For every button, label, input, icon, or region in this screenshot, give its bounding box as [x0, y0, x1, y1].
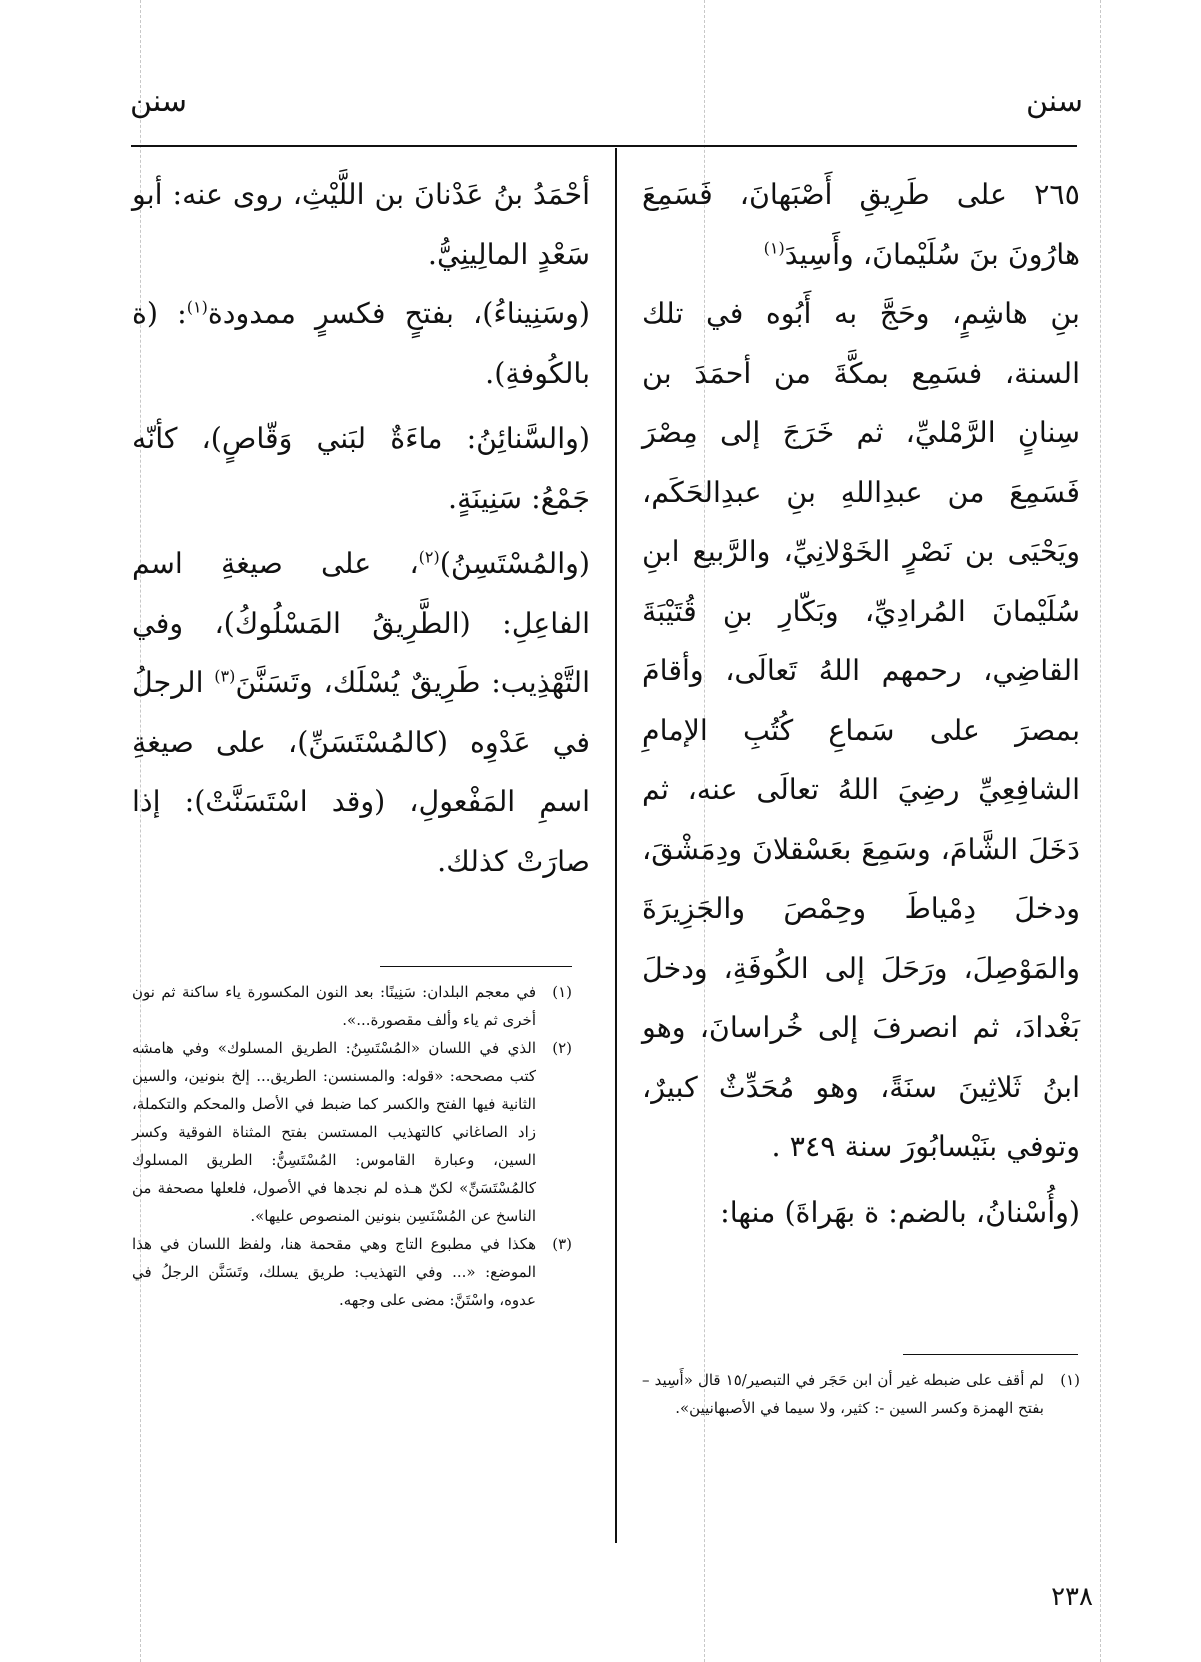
note-ref: (١)	[186, 297, 208, 317]
column-separator	[615, 148, 617, 1543]
footnote-number: (٣)	[552, 1235, 572, 1253]
left-paragraph-4	[132, 534, 590, 891]
left-paragraph-3: (والسَّنائِنُ: ماءَةٌ لبَني وَقّاصٍ)، كأنّه جَمْعُ: سَنِينَةٍ.	[132, 422, 590, 515]
footnote-text: الذي في اللسان «المُسْتَسِنُ: الطريق المسلوك» وفي هامشه كتب مصححه: «قوله: والمسنسن: الطريق... إلخ بنونين، والسين الثانية فيها الفتح والكسر كما ضبط في الأصل والمحكم والتكملة، زاد الصاغاني كالتهذيب المستسن بفتح المثناة الفوقية وكسر السين، وعبارة القاموس: المُسْتَسِنُّ: الطريق المسلوك كالمُسْتَسَنِّ» لكنّ هـذه لم نجدها في الأصول، فلعلها مصحفة من الناسخ عن المُسْنَسِن بنونين المنصوص عليها».	[132, 1039, 536, 1225]
note-ref: (٢)	[418, 547, 440, 567]
right-paragraph-1-text: ٢٦٥ على طَرِيقِ أَصْبَهانَ، فَسَمِعَ هارُونَ بنَ سُلَيْمانَ، وأَسِيدَ	[642, 178, 1080, 271]
left-paragraph-2-text: (وسَنِيناءُ)، بفتحٍ فكسرٍ ممدودة	[207, 297, 591, 330]
right-column	[642, 165, 1080, 1242]
note-ref: (٣)	[214, 666, 236, 686]
header-rule	[131, 145, 1077, 147]
footnote-number: (١)	[1060, 1371, 1080, 1389]
footnote-number: (١)	[552, 983, 572, 1001]
left-paragraph-1: أحْمَدُ بنُ عَدْنانَ بن اللَّيْثِ، روى عنه: أبو سَعْدٍ المالِينِيُّ.	[132, 178, 590, 271]
left-paragraph-2	[132, 284, 590, 403]
footnote	[132, 1034, 572, 1230]
left-paragraph-2-tail: : (ة بالكُوفةِ).	[132, 297, 590, 390]
left-column	[132, 165, 590, 891]
left-footnotes	[132, 978, 572, 1314]
left-paragraph-4-tail: الرجلُ في عَدْوِه (كالمُسْتَسَنِّ)، على صيغةِ اسمِ المَفْعولِ، (وقد اسْتَسَنَّتْ): إذا صارَتْ كذلك.	[132, 666, 590, 878]
footnote	[132, 978, 572, 1034]
left-paragraph-4-head: (والمُسْتَسِنُ)	[439, 547, 590, 580]
running-head-left: سنن	[130, 84, 188, 119]
footnote-number: (٢)	[552, 1039, 572, 1057]
right-paragraph-2: بنِ هاشِمٍ، وحَجَّ به أَبُوه في تلك السنة، فسَمِع بمكَّةَ من أحمَدَ بن سِنانٍ الرَّمْليِّ، ثم خَرَجَ إلى مِصْرَ فَسَمِعَ من عبدِاللهِ بنِ عبدِالحَكَم، ويَحْيَى بن نَصْرٍ الخَوْلانِيِّ، والرَّبيع ابنِ سُلَيْمانَ المُرادِيِّ، وبَكّارِ بنِ قُتَيْبَةَ القاضِي، رحمهم اللهُ تَعالَى، وأقامَ بمصرَ على سَماعِ كُتُبِ الإمامِ الشافِعِيِّ رضِيَ اللهُ تعالَى عنه، ثم دَخَلَ الشَّامَ، وسَمِعَ بعَسْقلانَ ودِمَشْقَ، ودخلَ دِمْياطَ وحِمْصَ والجَزِيرَةَ والمَوْصِلَ، ورَحَلَ إلى الكُوفَةِ، ودخلَ بَغْدادَ، ثم انصرفَ إلى خُراسانَ، وهو ابنُ ثَلاثِينَ سنَةً، وهو مُحَدِّثٌ كبيرٌ، وتوفي بنَيْسابُورَ سنة ٣٤٩ .	[642, 297, 1080, 1163]
footnote-text: هكذا في مطبوع التاج وهي مقحمة هنا، ولفظ اللسان في هذا الموضع: «... وفي التهذيب: طريق يسلك، وتَسَنَّن الرجلُ في عدوه، واسْتَنَّ: مضى على وجهه.	[132, 1235, 536, 1309]
left-paragraph-4-body: ، على صيغةِ اسم الفاعِلِ: (الطَّرِيقُ المَسْلُوكُ)، وفي التَّهْذِيب: طَرِيقٌ يُسْلَك، وتَسَنَّنَ	[132, 547, 591, 699]
footnote	[642, 1366, 1080, 1422]
right-paragraph-1	[642, 165, 1080, 284]
right-footnotes	[642, 1366, 1080, 1422]
footnote-text: في معجم البلدان: سَنِينًا: بعد النون المكسورة ياء ساكنة ثم نون أخرى ثم ياء وألف مقصورة...».	[132, 983, 536, 1029]
note-ref: (١)	[763, 238, 785, 257]
footnote	[132, 1230, 572, 1314]
right-paragraph-3: (وأُسْنانُ، بالضم: ة بهَراةَ) منها:	[720, 1195, 1080, 1229]
page-number: ٢٣٨	[1051, 1582, 1093, 1612]
footnote-text: لم أقف على ضبطه غير أن ابن حَجَر في التبصير/١٥ قال «أَسِيد – بفتح الهمزة وكسر السين -: كثير، ولا سيما في الأصبهانيين».	[642, 1371, 1044, 1417]
running-head-right: سنن	[1025, 84, 1083, 119]
scan-guide-line	[1100, 0, 1101, 1662]
footnote-rule	[903, 1354, 1078, 1355]
footnote-rule	[380, 966, 572, 967]
